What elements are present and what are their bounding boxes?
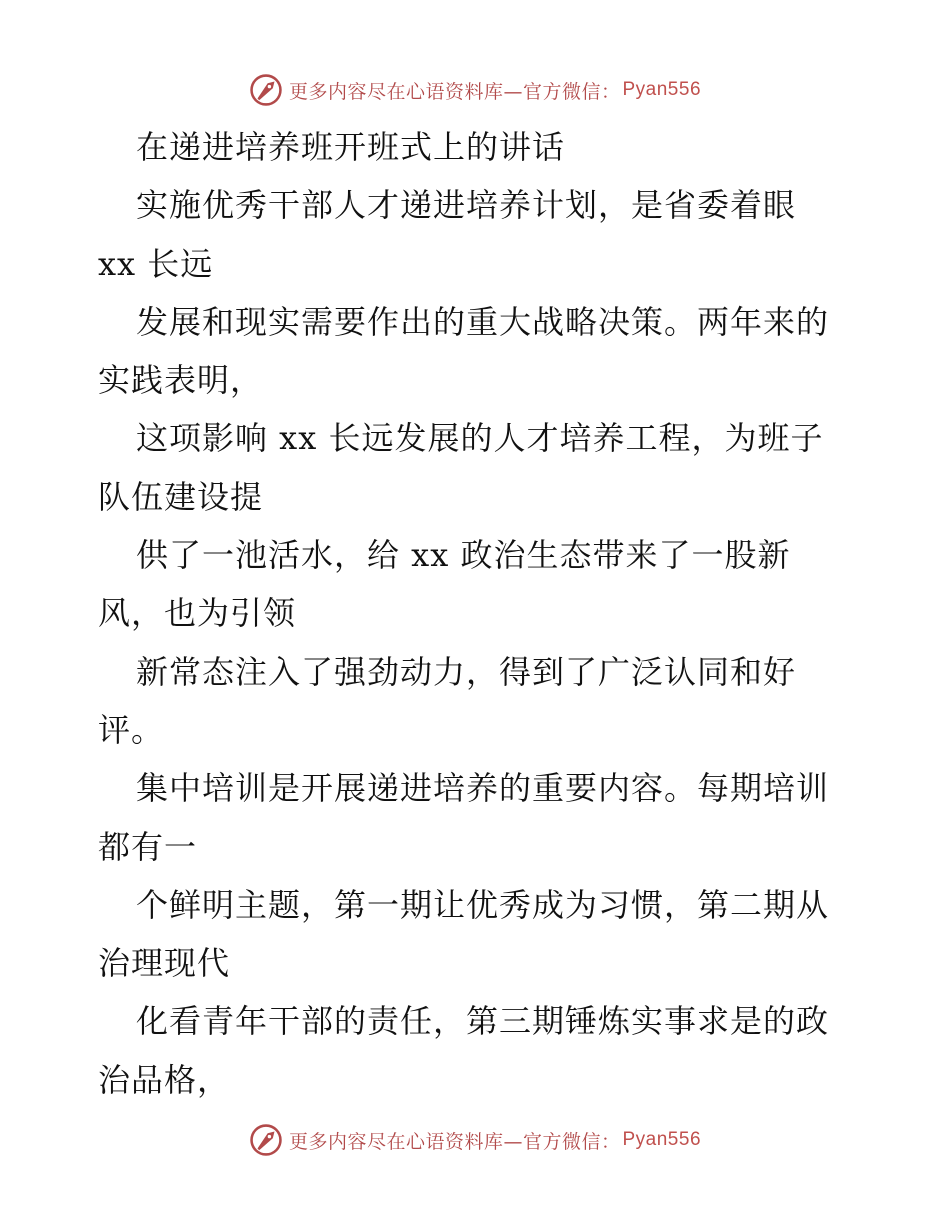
- doc-line: 这项影响 xx 长远发展的人才培养工程，为班子: [136, 419, 824, 458]
- doc-line: 实践表明，: [98, 361, 264, 400]
- doc-line: 风，也为引领: [98, 594, 297, 633]
- doc-line: 治理现代: [98, 944, 231, 983]
- watermark-footer: [0, 1120, 950, 1160]
- doc-line: 队伍建设提: [98, 477, 264, 516]
- watermark-wechat-id: Pyan556: [622, 1129, 702, 1150]
- doc-line: 治品格，: [98, 1060, 231, 1099]
- doc-line: 评。: [98, 710, 165, 749]
- doc-line: 集中培训是开展递进培养的重要内容。每期培训: [136, 769, 830, 808]
- pen-nib-logo-icon: [249, 73, 283, 107]
- doc-line: 新常态注入了强劲动力，得到了广泛认同和好: [136, 652, 797, 691]
- doc-line: 化看青年干部的责任，第三期锤炼实事求是的政: [136, 1002, 830, 1041]
- document-body: [98, 118, 858, 1109]
- doc-title: 在递进培养班开班式上的讲话: [136, 128, 566, 166]
- doc-line: 个鲜明主题，第一期让优秀成为习惯，第二期从: [136, 885, 830, 924]
- doc-line: xx 长远: [98, 244, 214, 283]
- watermark-text: 更多内容尽在心语资料库—官方微信：: [288, 1130, 621, 1153]
- watermark-wechat-id: Pyan556: [622, 79, 702, 100]
- watermark-text: 更多内容尽在心语资料库—官方微信：: [288, 80, 621, 103]
- doc-line: 供了一池活水，给 xx 政治生态带来了一股新: [136, 536, 791, 575]
- doc-line: 实施优秀干部人才递进培养计划，是省委着眼: [136, 186, 797, 225]
- doc-line: 都有一: [98, 827, 198, 866]
- watermark-header: [0, 70, 950, 110]
- doc-line: 发展和现实需要作出的重大战略决策。两年来的: [136, 302, 830, 341]
- pen-nib-logo-icon: [249, 1123, 283, 1157]
